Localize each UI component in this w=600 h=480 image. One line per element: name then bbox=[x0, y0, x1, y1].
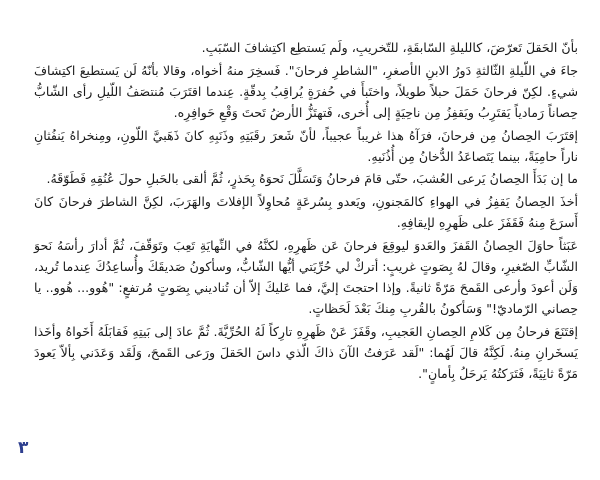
paragraph-4: ما إن بَدَأَ الحِصانُ يَرعى العُشبَ، حتّى قامَ فرحانُ وَتَسَلَّلَ نَحوَهُ بِحَذرٍ، ثُمَّ ألقى بالحَبلِ حولَ عُنُقِهِ فَطَوّقَهُ. bbox=[46, 171, 578, 187]
paragraph-5: أخذَ الحِصانُ يَقفِزُ في الهواءِ كالمَجنونِ، ويَعدو بِسُرعَةٍ مُحاوِلاً الإفلاتَ والهَرَبَ، لكِنَّ الشاطرَ فرحانَ كانَ أَسرَعَ مِنهُ فَقَفَزَ على ظَهرِهِ لإيقافِهِ. bbox=[34, 194, 578, 231]
paragraph-2: جاءَ في اللّيلةِ الثّالثةِ دَورُ الابنِ الأصغرِ، "الشاطرِ فرحانَ". فَسخِرَ منهُ أخواه، وقالا بأنّهُ لَن يَستطيعَ اكتِشافَ شيءٍ. لكِنّ فرحانَ حَمَلَ حبلاً طويلاً، واختَبأَ في حُفرَةٍ يُراقِبُ بِدقّةٍ. عِندما اقتَرَبَ مُنتصَفُ اللّيلِ رأى الشّابُّ حِصاناً رَمادياً يَقتَرِبُ ويَقفِزُ مِن ناحِيَةٍ إلى أُخرى، فَتهتَزُّ الأرضُ تَحتَ وَقْعِ حَوافِرِه. bbox=[34, 62, 578, 120]
paragraph-3: إقتَرَبَ الحِصانُ مِن فرحانَ، فرَآهُ هذا غريباً عجيباً، لأنّ شَعرَ رقَبَتِهِ وذَنَبِهِ كانَ ذَهَبيَّ اللّونِ، ومِنخراهُ يَنفُثانِ ناراً حامِيَةً، بينما يَتَصاعَدُ الدُّخانُ مِن أُذُنَيهِ. bbox=[34, 127, 578, 164]
paragraph-7: إقتَنَعَ فرحانُ مِن كَلامِ الحِصانِ العَجيبِ، وقَفَزَ عَنْ ظَهرِهِ تارِكاً لَهُ الحُرِّيَّةَ. ثُمَّ عادَ إلى بَيتِهِ فَقابَلَهُ أَخَواهُ وأخَذا يَسخَرانِ مِنهُ. لَكِنَّهُ قالَ لَهُما: "لَقد عَرَفتُ الآنَ ذاكَ الّذي داسَ الحَقلَ ورَعى القَمحَ، وَلَقَد وَعَدَني بِألاّ يَعودَ مَرّةً ثانِيَةً، فَتَرَكتُهُ يَرحَلُ بِأمانٍ". bbox=[34, 323, 578, 381]
paragraph-1: بأنّ الحَقلَ تَعرّضَ، كالليلةِ السّابقَةِ، للتّخريبِ، ولَم يَستطِع اكتِشافَ السّبَبِ. bbox=[201, 40, 578, 55]
paragraph-6: عَبَثاً حاوَلَ الحِصانُ القَفزَ والعَدوَ ليوقِعَ فرحانَ عَن ظَهرِهِ، لكنَّهُ في النِّهايَةِ تَعِبَ وتَوَقّفَ، ثُمَّ أدارَ رأسَهُ نَحوَ الشّابِّ الصّغيرِ، وقالَ لهُ بِصَوتٍ غريبٍ: أتركْ لي حُرِّيَتي أيُّها الشّابُّ، وسأكونُ صَديقَكَ وأُساعِدُكَ عِندما تُريد، وَلَن أعودَ وأرعى القَمحَ مَرّةً ثانيةً. وإذا احتجتَ إليَّ، فما عَليكَ إلاّ أن تُناديني بِصَوتٍ مُرتفعٍ: "هُوو... هُوو.. يا حِصاني الرّماديّ!" وَسَأكونُ بالقُربِ مِنكَ بَعْدَ لَحَظاتٍ. bbox=[34, 238, 578, 316]
page-number: ٣ bbox=[18, 438, 29, 458]
story-text bbox=[34, 38, 578, 387]
